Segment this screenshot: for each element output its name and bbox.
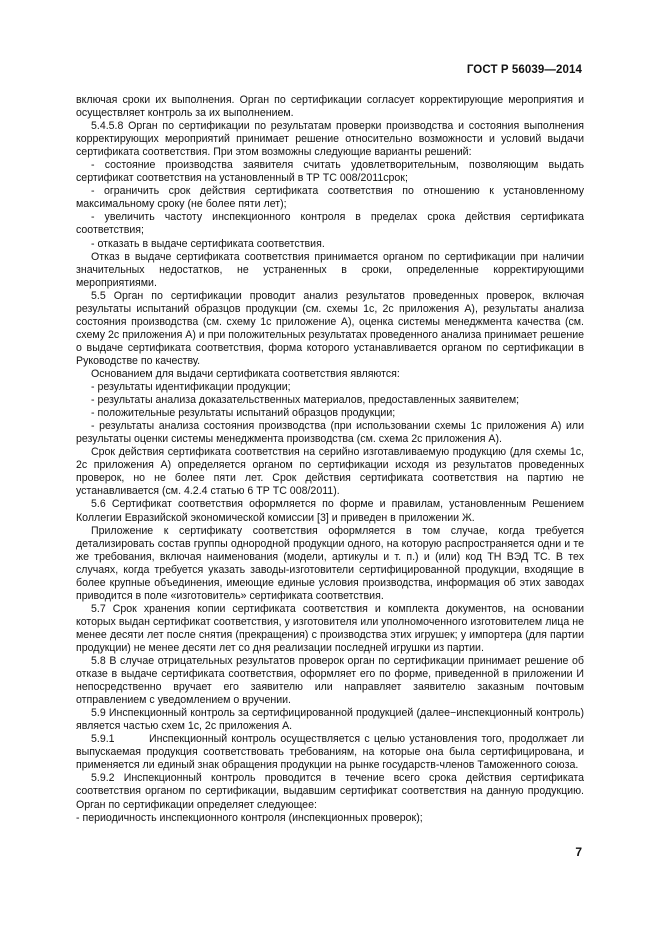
list-item: - результаты идентификации продукции; [91,381,291,394]
list-item: - ограничить срок действия сертификата соответствия по отношению к установленному максимальному сроку (не более пяти лет); [76,185,584,211]
paragraph: включая сроки их выполнения. Орган по сертификации согласует корректирующие мероприятия и осуществляет контроль за их выполнением. [76,94,584,120]
list-item: - результаты анализа доказательственных материалов, предоставленных заявителем; [91,394,520,407]
paragraph: 5.9 Инспекционный контроль за сертифицированной продукцией (далее−инспекционный контроль) является частью схем 1с, 2с приложения А. [76,707,584,733]
paragraph: 5.9.2 Инспекционный контроль проводится в течение всего срока действия сертификата соответствия органом по сертификации, выдавшим сертификат соответствия на данную продукцию. Орган по сертификации определяет следующее: [76,772,584,811]
list-item: - увеличить частоту инспекционного контроля в пределах срока действия сертификата соответствия; [76,211,584,237]
paragraph: 5.8 В случае отрицательных результатов проверок орган по сертификации принимает решение об отказе в выдаче сертификата соответствия, оформляет его по форме, приведенной в приложении И непосредственно вручает его заявителю или направляет заявителю заказным почтовым отправлением с уведомлением о вручении. [76,655,584,707]
list-item: - результаты анализа состояния производства (при использовании схемы 1с приложения А) или результаты оценки системы менеджмента производства (см. схема 2с приложения А). [76,420,584,446]
paragraph: 5.5 Орган по сертификации проводит анализ результатов проведенных проверок, включая результаты испытаний образцов продукции (см. схемы 1с, 2с приложения А), результаты анализа состояния производства (см. схему 1с приложение А), оценка системы менеджмента качества (см. схему 2с приложения А) и при положительных результатах проведенного анализа принимает решение о выдаче сертификата соответствия, форма которого устанавливается органом по сертификации в Руководстве по качеству. [76,289,584,367]
paragraph: Приложение к сертификату соответствия оформляется в том случае, когда требуется детализировать состав группы однородной продукции одного, на которую распространяется одни и те же требования, включая наименования (модели, артикулы и т. п.) и (или) код ТН ВЭД ТС. В тех случаях, когда требуется указать заводы-изготовители сертифицированной продукции, входящие в более крупные объединения, имеющие единые условия производства, информация об этих заводах приводится в поле «изготовитель» сертификата соответствия. [76,524,584,602]
paragraph: 5.4.5.8 Орган по сертификации по результатам проверки производства и состояния выполнения корректирующих мероприятий принимает решение относительно возможности и условий выдачи сертификата соответствия. При этом возможны следующие варианты решений: [76,120,584,159]
paragraph: Основанием для выдачи сертификата соответствия являются: [91,367,400,380]
paragraph: 5.9.1 Инспекционный контроль осуществляется с целью установления того, продолжает ли выпускаемая продукция соответствовать требованиям, на которые она была сертифицирована, и применяется ли единый знак обращения продукции на рынке государств-членов Таможенного союза. [76,733,587,772]
document-header-title: ГОСТ Р 56039—2014 [466,64,582,76]
list-item: - периодичность инспекционного контроля (инспекционных проверок); [76,811,423,824]
paragraph: Отказ в выдаче сертификата соответствия принимается органом по сертификации при наличии значительных недостатков, не устраненных в сроки, определенные корректирующими мероприятиями. [76,250,584,289]
list-item: - положительные результаты испытаний образцов продукции; [91,407,396,420]
paragraph: 5.7 Срок хранения копии сертификата соответствия и комплекта документов, на основании которых выдан сертификат соответствия, у изготовителя или уполномоченного изготовителем лица не менее десяти лет после снятия (прекращения) с производства этих игрушек; у импортера (для партии продукции) не менее десяти лет со дня реализации последней игрушки из партии. [76,602,584,654]
paragraph: Срок действия сертификата соответствия на серийно изготавливаемую продукцию (для схемы 1с, 2с приложения А) определяется органом по сертификации исходя из результатов проведенных проверок, но не более пяти лет. Срок действия сертификата соответствия на партию не устанавливается (см. 4.2.4 статью 6 ТР ТС 008/2011). [76,446,584,498]
list-item: - отказать в выдаче сертификата соответствия. [91,237,325,250]
list-item: - состояние производства заявителя считать удовлетворительным, позволяющим выдать сертификат соответствия на установленный в ТР ТС 008/2011срок; [76,159,584,185]
page-number: 7 [575,845,582,859]
document-body [76,94,587,825]
paragraph: 5.6 Сертификат соответствия оформляется по форме и правилам, установленным Решением Коллегии Евразийской экономической комиссии [3] и приведен в приложении Ж. [76,498,584,524]
